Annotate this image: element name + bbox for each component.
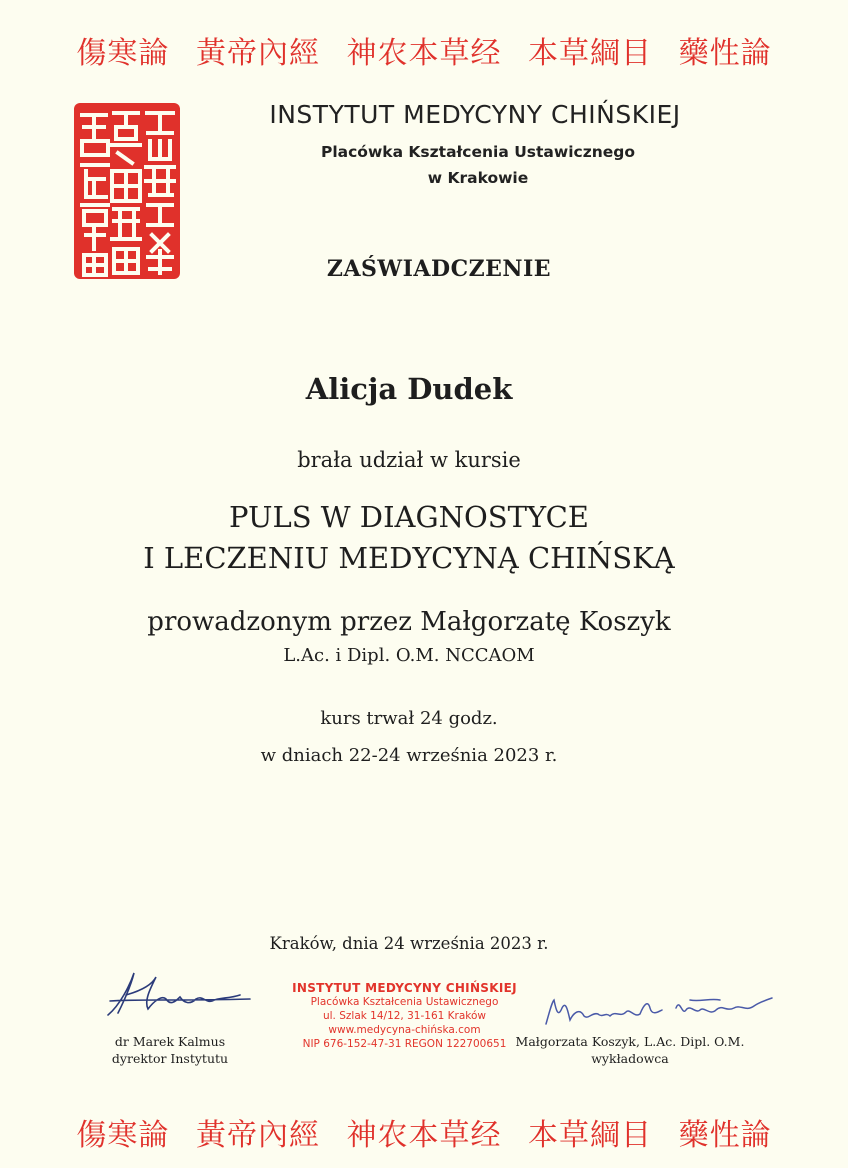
cjk-text: 黃帝內經: [195, 1118, 320, 1153]
cjk-text: 神农本草经: [346, 1118, 502, 1153]
stamp-tax-ids: NIP 676-152-47-31 REGON 122700651: [302, 1038, 507, 1050]
participation-text: brała udział w kursie: [297, 448, 521, 472]
course-dates: w dniach 22-24 września 2023 r.: [260, 745, 558, 766]
cjk-text: 藥性論: [678, 1118, 772, 1153]
course-title-line-2: I LECZENIU MEDYCYNĄ CHIŃSKĄ: [143, 541, 675, 575]
institute-city: w Krakowie: [427, 169, 529, 187]
document-title: ZAŚWIADCZENIE: [326, 256, 552, 282]
stamp-line: Placówka Kształcenia Ustawicznego: [310, 996, 499, 1008]
institute-subtitle: Placówka Kształcenia Ustawicznego: [320, 143, 636, 161]
cjk-text: 傷寒論: [76, 1118, 170, 1153]
red-seal-icon: [72, 101, 182, 281]
cjk-text: 神农本草经: [346, 36, 502, 71]
stamp-website: www.medycyna-chińska.com: [328, 1024, 481, 1036]
instructor-text: prowadzonym przez Małgorzatę Koszyk: [147, 607, 671, 637]
cjk-text: 黃帝內經: [195, 36, 320, 71]
recipient-name: Alicja Dudek: [305, 372, 513, 406]
cjk-text: 藥性論: [678, 36, 772, 71]
cjk-text: 本草綱目: [528, 1118, 653, 1153]
cjk-text: 傷寒論: [76, 36, 170, 71]
lecturer-name: Małgorzata Koszyk, L.Ac. Dipl. O.M.: [515, 1034, 745, 1049]
stamp-address: ul. Szlak 14/12, 31-161 Kraków: [322, 1010, 486, 1022]
course-title-line-1: PULS W DIAGNOSTYCE: [229, 500, 589, 534]
instructor-credentials: L.Ac. i Dipl. O.M. NCCAOM: [283, 645, 535, 666]
director-role: dyrektor Instytutu: [111, 1051, 229, 1066]
cjk-header-row: [0, 28, 848, 72]
institute-name: INSTYTUT MEDYCYNY CHIŃSKIEJ: [269, 100, 681, 129]
director-name: dr Marek Kalmus: [114, 1034, 226, 1049]
institute-stamp: [272, 981, 537, 1051]
director-caption: [95, 1033, 245, 1067]
cjk-footer-row: [0, 1110, 848, 1154]
lecturer-role: wykładowca: [591, 1051, 669, 1066]
stamp-title: INSTYTUT MEDYCYNY CHIŃSKIEJ: [292, 981, 517, 995]
course-duration: kurs trwał 24 godz.: [320, 708, 498, 729]
issue-place-date: Kraków, dnia 24 września 2023 r.: [269, 934, 549, 953]
lecturer-caption: [510, 1033, 750, 1067]
director-signature-icon: [100, 965, 260, 1025]
cjk-text: 本草綱目: [528, 36, 653, 71]
